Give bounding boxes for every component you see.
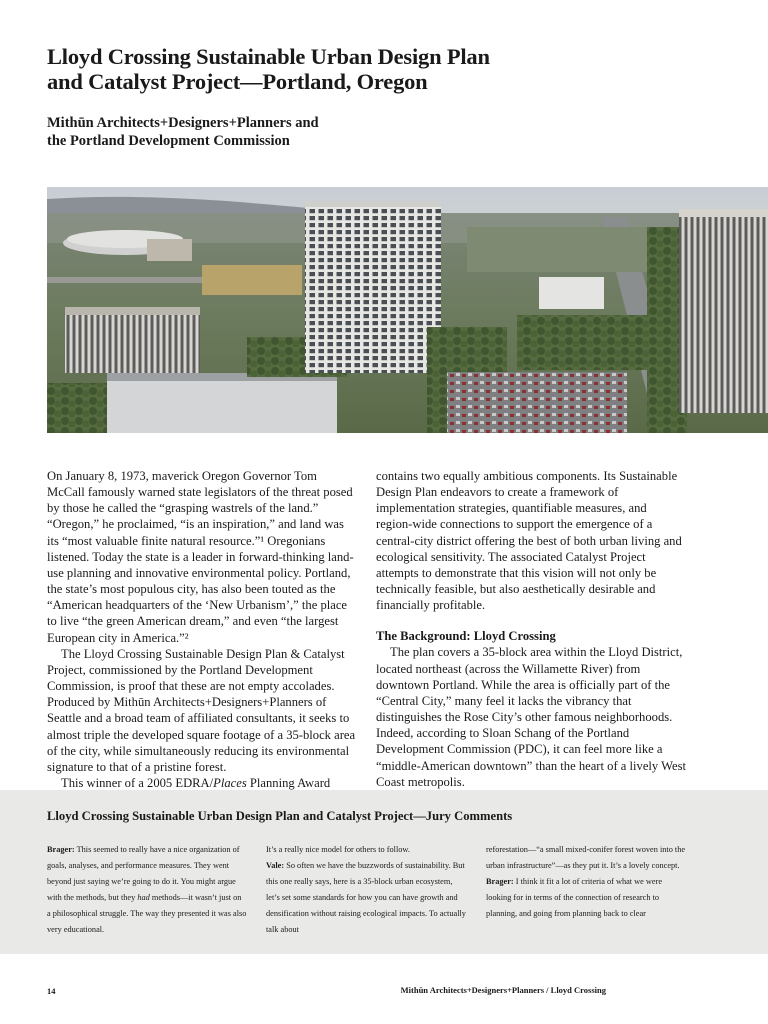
page-number: 14 — [47, 986, 56, 996]
speaker-brager-2: Brager: — [486, 877, 514, 886]
places-italic: Places — [213, 775, 247, 790]
aerial-city-photo — [47, 187, 768, 433]
had-italic: had — [137, 893, 150, 902]
jury-column-3 — [486, 842, 686, 922]
paragraph-award — [47, 775, 357, 791]
comment-text: This seemed to really have a nice organization of goals, analyses, and performance measures. They went beyond just saying we’re going to do it. You might argue with the methods, but they — [47, 845, 240, 902]
title-line-1: Lloyd Crossing Sustainable Urban Design Plan — [47, 44, 490, 69]
award-text-end: Planning Award — [246, 775, 331, 790]
article-title — [47, 44, 687, 94]
jury-column-1 — [47, 842, 247, 938]
paragraph-intro: On January 8, 1973, maverick Oregon Governor Tom McCall famously warned state legislators of the threat posed by those he called the “grasping wastrels of the land.” “Oregon,” he proclaimed, “is an inspiration,” and land was its “most valuable finite natural resource.”¹ Oregonians listened. Today the state is a leader in forward-thinking land-use planning and innovative environmental policy. Portland, the state’s most populous city, has also been touted as the “American headquarters of the ‘New Urbanism’,” the place to live “the green American dream,” and even “the largest European city in America.”² — [47, 469, 354, 645]
award-text-start: This winner of a 2005 EDRA/ — [61, 775, 214, 790]
subtitle-line-2: the Portland Development Commission — [47, 133, 290, 149]
aerial-city-illustration — [47, 187, 768, 433]
paragraph-components: contains two equally ambitious components. Its Sustainable Design Plan endeavors to create a framework of implementation strategies, quantifiable measures, and region-wide connections to support the emergence of a central-city district offering the best of both urban living and ecological sensitivity. The associated Catalyst Project attempts to demonstrate that this vision will not only be technically feasible, but also aesthetically desirable and financially profitable. — [376, 469, 682, 613]
title-line-2: and Catalyst Project—Portland, Oregon — [47, 69, 428, 94]
paragraph-project-overview: The Lloyd Crossing Sustainable Design Plan & Catalyst Project, commissioned by the Portland Development Commission, is proof that these are not empty accolades. Produced by Mithūn Architects+Designers+Planners of Seattle and a broad team of affiliated consultants, it seeks to almost triple the developed square footage of a 35-block area of the city, while simultaneously reducing its environmental signature to that of a pristine forest. — [47, 646, 356, 774]
running-footer: Mithūn Architects+Designers+Planners / Lloyd Crossing — [400, 985, 606, 995]
paragraph-background: The plan covers a 35-block area within the Lloyd District, located northeast (across the Willamette River) from downtown Portland. While the area is officially part of the “Central City,” many feel it lacks the vibrancy that distinguishes the Rose City’s other famous neighborhoods. Indeed, according to Sloan Schang of the Portland Development Commission (PDC), it can feel more like a “middle-American downtown” than the heart of a lively West Coast metropolis. — [376, 645, 686, 789]
jury-comment-brager-1 — [47, 842, 247, 938]
jury-comment-vale — [266, 858, 466, 938]
subtitle-line-1: Mithūn Architects+Designers+Planners and — [47, 115, 319, 131]
jury-comments-title: Lloyd Crossing Sustainable Urban Design Plan and Catalyst Project—Jury Comments — [47, 809, 513, 823]
comment-text: So often we have the buzzwords of sustainability. But this one really says, here is a 35-block urban ecosystem, let’s set some standards for how you can have growth and densification without raising ecological impacts. To actually talk about — [266, 861, 466, 934]
jury-column-2 — [266, 842, 466, 938]
jury-comment-brager-2 — [486, 874, 686, 922]
jury-comment-continued: It’s a really nice model for others to follow. — [266, 845, 410, 854]
jury-comments-box — [0, 790, 768, 954]
comment-text: I think it fit a lot of criteria of what we were looking for in terms of the connection of research to planning, and going from planning back to clear — [486, 877, 663, 918]
section-heading-background: The Background: Lloyd Crossing — [376, 629, 556, 644]
comment-text: methods—it wasn’t just on a philosophical struggle. The way they presented it was also very educational. — [47, 893, 247, 934]
article-column-1 — [47, 468, 357, 791]
article-subtitle — [47, 114, 467, 150]
speaker-vale: Vale: — [266, 861, 285, 870]
article-column-2 — [376, 468, 686, 790]
speaker-brager: Brager: — [47, 845, 75, 854]
jury-comment-continued-2: reforestation—“a small mixed-conifer forest woven into the urban infrastructure”—as they put it. It’s a lovely concept. — [486, 845, 686, 870]
